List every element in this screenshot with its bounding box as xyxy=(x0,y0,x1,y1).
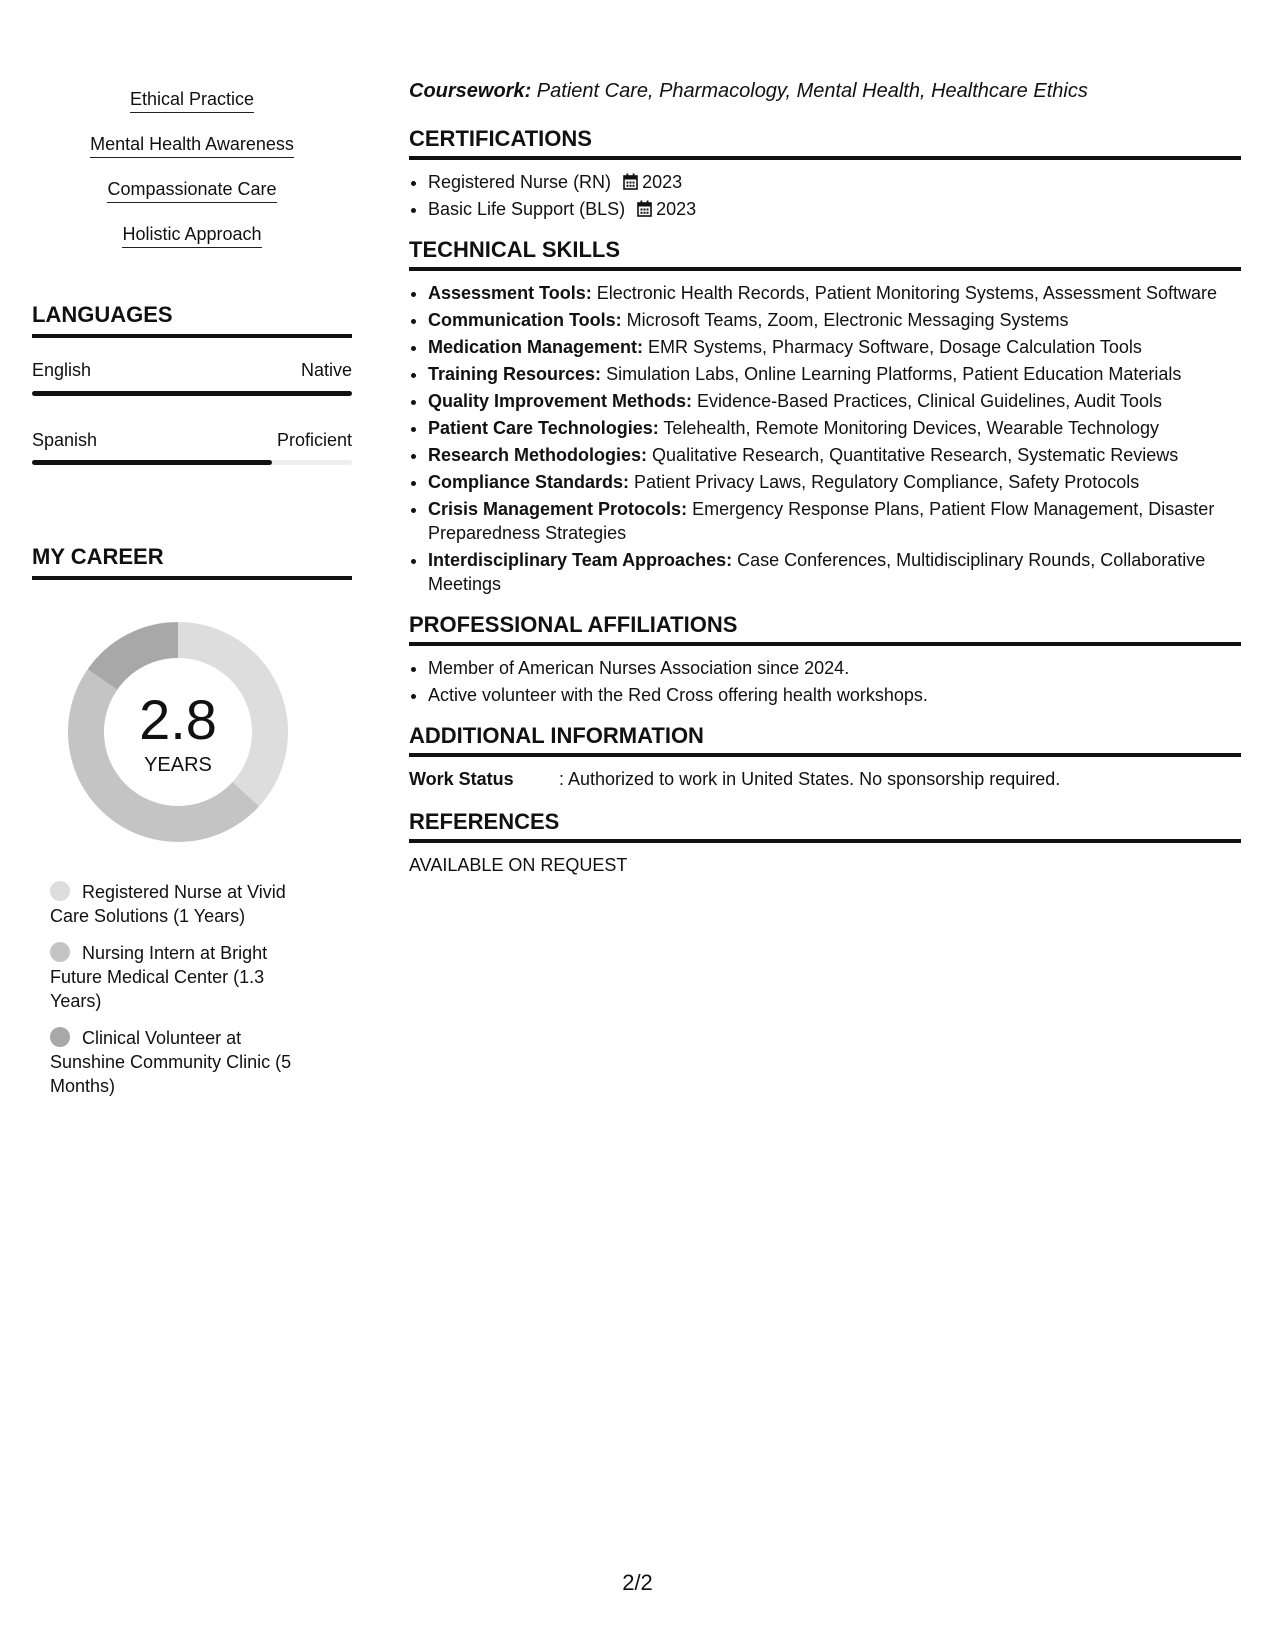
calendar-icon xyxy=(623,173,638,190)
skill-values: Telehealth, Remote Monitoring Devices, Wearable Technology xyxy=(658,418,1160,438)
skill-values: Emergency Response Plans, Patient Flow Management, Disaster Preparedness Strategies xyxy=(428,499,1215,543)
work-status-row xyxy=(409,767,1241,791)
certification-item xyxy=(428,170,1241,194)
legend-label: Clinical Volunteer at Sunshine Community Clinic (5 Months) xyxy=(50,1028,292,1096)
career-donut-chart xyxy=(66,620,290,844)
skill-category: Medication Management: xyxy=(428,337,644,357)
skill-category: Research Methodologies: xyxy=(428,445,648,465)
skill-values: Microsoft Teams, Zoom, Electronic Messaging Systems xyxy=(621,310,1069,330)
language-bar-fill xyxy=(32,460,272,465)
legend-dot-icon xyxy=(50,881,70,901)
technical-skill-item xyxy=(428,335,1241,359)
skill-values: Case Conferences, Multidisciplinary Rounds, Collaborative Meetings xyxy=(428,550,1206,594)
certification-year: 2023 xyxy=(642,172,683,192)
career-legend-item xyxy=(50,880,310,928)
skill-category: Crisis Management Protocols: xyxy=(428,499,688,519)
legend-dot-icon xyxy=(50,1027,70,1047)
skill-category: Training Resources: xyxy=(428,364,602,384)
language-level: Proficient xyxy=(276,430,352,450)
technical-skill-item xyxy=(428,362,1241,386)
language-name: English xyxy=(32,360,92,380)
right-column xyxy=(409,78,1241,877)
coursework-line xyxy=(409,78,1241,104)
legend-label: Nursing Intern at Bright Future Medical Center (1.3 Years) xyxy=(50,943,268,1011)
skill-category: Interdisciplinary Team Approaches: xyxy=(428,550,733,570)
affiliation-item: • Active volunteer with the Red Cross offering health workshops. xyxy=(428,683,1241,707)
skill-values: Electronic Health Records, Patient Monitoring Systems, Assessment Software xyxy=(591,283,1217,303)
language-name: Spanish xyxy=(32,430,98,450)
skill-tag: Holistic Approach xyxy=(122,223,261,248)
work-status-value: : Authorized to work in United States. No sponsorship required. xyxy=(559,769,1061,789)
technical-skill-item xyxy=(428,389,1241,413)
certification-year: 2023 xyxy=(656,199,697,219)
skill-tag: Compassionate Care xyxy=(107,178,276,203)
work-status-label: Work Status xyxy=(409,769,514,789)
skill-values: Evidence-Based Practices, Clinical Guidelines, Audit Tools xyxy=(692,391,1162,411)
legend-dot-icon xyxy=(50,942,70,962)
language-bar xyxy=(32,391,352,396)
coursework-text: Patient Care, Pharmacology, Mental Health, Healthcare Ethics xyxy=(531,80,1088,102)
affiliations-heading: PROFESSIONAL AFFILIATIONS xyxy=(409,612,1241,646)
technical-skill-item xyxy=(428,470,1241,494)
additional-info-heading: ADDITIONAL INFORMATION xyxy=(409,723,1241,757)
skill-category: Communication Tools: xyxy=(428,310,622,330)
technical-skill-item xyxy=(428,497,1241,545)
certification-name: Registered Nurse (RN) xyxy=(428,172,612,192)
language-level: Native xyxy=(300,360,352,380)
technical-skills-heading: TECHNICAL SKILLS xyxy=(409,237,1241,271)
skill-tag: Ethical Practice xyxy=(130,88,254,113)
skill-values: EMR Systems, Pharmacy Software, Dosage Calculation Tools xyxy=(643,337,1142,357)
affiliations-list xyxy=(409,656,1241,707)
donut-segment-2 xyxy=(102,640,178,680)
skill-tag: Mental Health Awareness xyxy=(90,133,294,158)
skill-category: Assessment Tools: xyxy=(428,283,592,303)
skill-values: Simulation Labs, Online Learning Platforms, Patient Education Materials xyxy=(601,364,1182,384)
affiliation-item: • Member of American Nurses Association since 2024. xyxy=(428,656,1241,680)
technical-skills-list xyxy=(409,281,1241,596)
references-heading: REFERENCES xyxy=(409,809,1241,843)
legend-label: Registered Nurse at Vivid Care Solutions (1 Years) xyxy=(50,882,286,926)
career-total-years: 2.8 xyxy=(139,688,217,751)
page-number: 2/2 xyxy=(622,1570,653,1595)
skills-tag-list xyxy=(32,88,352,268)
career-legend xyxy=(50,880,310,1111)
skill-values: Patient Privacy Laws, Regulatory Compliance, Safety Protocols xyxy=(629,472,1140,492)
skill-category: Compliance Standards: xyxy=(428,472,630,492)
references-text: AVAILABLE ON REQUEST xyxy=(409,855,628,875)
language-bar-fill xyxy=(32,391,352,396)
skill-category: Quality Improvement Methods: xyxy=(428,391,693,411)
technical-skill-item xyxy=(428,416,1241,440)
certification-name: Basic Life Support (BLS) xyxy=(428,199,626,219)
technical-skill-item xyxy=(428,548,1241,596)
certifications-list xyxy=(409,170,1241,221)
technical-skill-item xyxy=(428,443,1241,467)
career-total-unit: YEARS xyxy=(144,754,212,776)
coursework-label: Coursework: xyxy=(409,80,532,102)
career-legend-item xyxy=(50,941,310,1013)
skill-values: Qualitative Research, Quantitative Research, Systematic Reviews xyxy=(647,445,1179,465)
calendar-icon xyxy=(637,200,652,217)
languages-heading: LANGUAGES xyxy=(32,302,352,338)
career-heading: MY CAREER xyxy=(32,544,352,580)
skill-category: Patient Care Technologies: xyxy=(428,418,659,438)
certification-item xyxy=(428,197,1241,221)
technical-skill-item xyxy=(428,281,1241,305)
career-legend-item xyxy=(50,1026,310,1098)
technical-skill-item xyxy=(428,308,1241,332)
language-bar xyxy=(32,460,352,465)
certifications-heading: CERTIFICATIONS xyxy=(409,126,1241,160)
